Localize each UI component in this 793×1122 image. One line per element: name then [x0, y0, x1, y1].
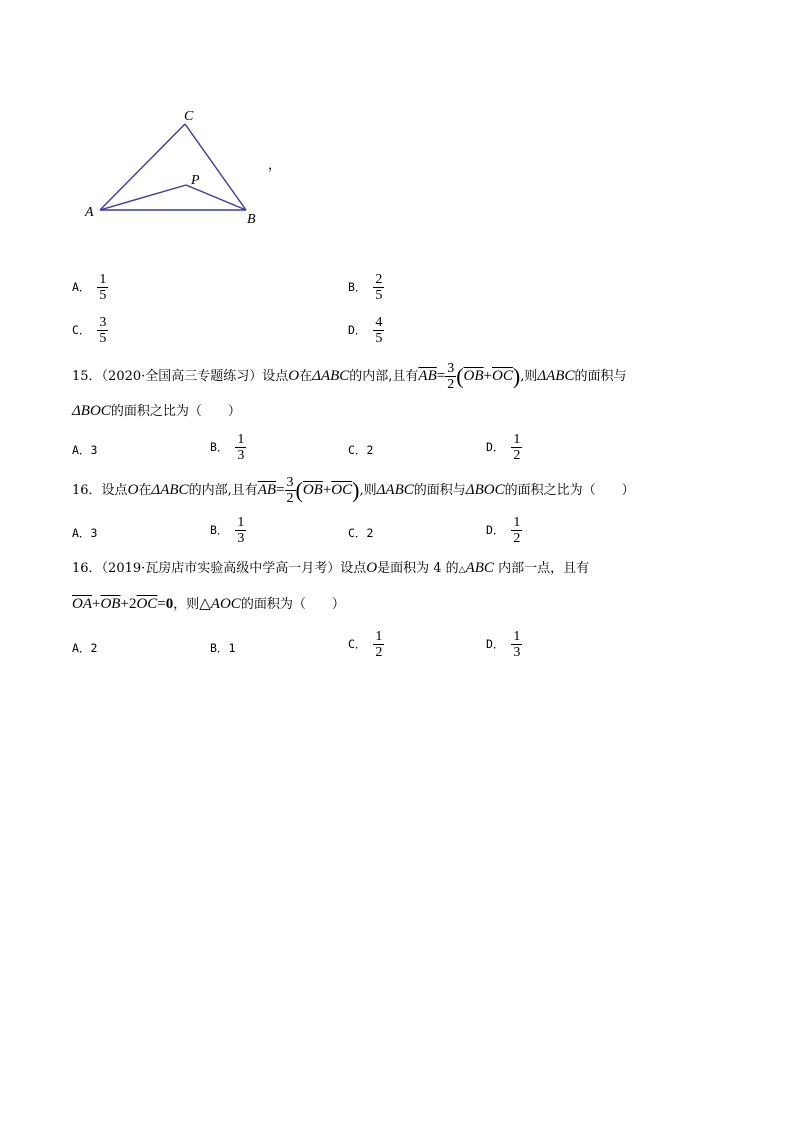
plus-sign: +	[92, 596, 101, 612]
option-value: 1	[228, 641, 236, 655]
right-paren: )	[352, 477, 360, 503]
option-letter: B．	[210, 523, 229, 537]
equals-sign: =	[276, 482, 285, 498]
numerator: 1	[513, 432, 521, 447]
q16a-option-c	[348, 525, 373, 541]
q16b-option-c	[348, 629, 384, 660]
vector-ab: $\overline{AB}$	[418, 368, 437, 384]
math-triangle: ΔBOC	[72, 403, 111, 419]
fraction	[373, 629, 384, 660]
q14-option-b	[348, 272, 384, 303]
option-letter: B．	[348, 280, 367, 294]
figure-trailing-comma: ，	[268, 158, 282, 173]
q16b-option-a	[72, 640, 97, 656]
option-letter: B．	[210, 440, 229, 454]
vector-ob: $\overline{OB}$	[100, 596, 121, 612]
stem-text: 的面积与	[413, 483, 466, 498]
right-paren: )	[512, 363, 521, 389]
fraction	[511, 515, 522, 546]
fraction	[97, 272, 108, 303]
fraction	[373, 315, 384, 346]
math-point-o: O	[127, 482, 139, 498]
q16a-option-b	[210, 515, 246, 546]
fraction	[511, 432, 522, 463]
stem-text: 在	[299, 369, 313, 384]
option-letter: A．	[72, 526, 91, 540]
question-number: 15．	[72, 369, 102, 384]
denominator: 2	[375, 645, 383, 660]
stem-text: 的面积之比为（ ）	[504, 483, 635, 498]
option-letter: C．	[72, 323, 91, 337]
denominator: 5	[99, 331, 107, 346]
stem-text: 在	[138, 483, 152, 498]
denominator: 5	[375, 331, 383, 346]
label-b: B	[247, 212, 256, 227]
vector-ob: $\overline{OB}$	[302, 482, 323, 498]
math-triangle: ΔABC	[376, 482, 414, 498]
stem-text: 是面积为 4 的	[377, 561, 459, 576]
denominator: 3	[513, 645, 521, 660]
question-source: （2020·全国高三专题练习）	[101, 369, 263, 384]
numerator: 3	[99, 315, 107, 330]
q14-option-d	[348, 315, 384, 346]
stem-text: ,则	[359, 483, 377, 498]
question-number: 16．	[72, 561, 102, 576]
option-letter: C．	[348, 443, 367, 457]
q16b-stem-line2	[72, 596, 345, 613]
option-letter: D．	[348, 323, 367, 337]
plus-sign: +	[120, 596, 129, 612]
math-point-o: O	[366, 560, 378, 576]
option-value: 3	[90, 526, 98, 540]
option-value: 3	[90, 443, 98, 457]
option-value: 2	[90, 641, 98, 655]
coefficient-fraction	[445, 361, 456, 392]
q15-option-c	[348, 442, 373, 458]
option-value: 2	[366, 526, 374, 540]
stem-text: 设点	[340, 561, 367, 576]
plus-sign: +	[322, 482, 332, 498]
denominator: 2	[513, 531, 521, 546]
math-triangle: ΔBOC	[465, 482, 505, 498]
stem-text: ,则	[520, 369, 538, 384]
q16b-option-b	[210, 640, 235, 656]
stem-text: 的面积与	[574, 369, 627, 384]
numerator: 1	[99, 272, 107, 287]
q15-option-d	[486, 432, 522, 463]
option-letter: D．	[486, 523, 505, 537]
vector-ob: $\overline{OB}$	[463, 368, 484, 384]
equals-sign: =	[157, 596, 166, 612]
fraction	[235, 515, 246, 546]
stem-text: 的内部,且有	[349, 369, 419, 384]
fraction	[511, 629, 522, 660]
denominator: 2	[286, 491, 294, 506]
q15-option-a	[72, 442, 97, 458]
q15-stem-line2	[72, 403, 241, 420]
vector-oc: $\overline{OC}$	[331, 482, 353, 498]
numerator: 3	[447, 361, 455, 376]
numerator: 1	[237, 432, 245, 447]
numerator: 4	[375, 315, 383, 330]
math-triangle: ΔABC	[537, 368, 575, 384]
fraction	[373, 272, 384, 303]
numerator: 3	[286, 475, 294, 490]
option-letter: A．	[72, 443, 91, 457]
left-paren: (	[456, 363, 464, 389]
numerator: 1	[513, 629, 521, 644]
q15-stem-line1	[72, 361, 626, 392]
label-p: P	[191, 173, 200, 188]
option-letter: A．	[72, 641, 91, 655]
math-triangle-abc: ABC	[465, 560, 494, 576]
stem-text: 的内部,且有	[188, 483, 258, 498]
vector-oc: $\overline{OC}$	[492, 368, 513, 384]
math-triangle: △AOC	[199, 596, 241, 612]
numerator: 1	[513, 515, 521, 530]
stem-text: 设点	[101, 483, 128, 498]
option-letter: C．	[348, 637, 367, 651]
vector-ab: $\overline{AB}$	[257, 482, 277, 498]
denominator: 2	[447, 377, 455, 392]
plus-sign: +	[483, 368, 493, 384]
option-letter: D．	[486, 440, 505, 454]
q16b-stem-line1	[72, 560, 589, 578]
vector-oa: $\overline{OA}$	[72, 596, 92, 612]
equals-sign: =	[436, 368, 446, 384]
numerator: 1	[375, 629, 383, 644]
fraction	[97, 315, 108, 346]
denominator: 2	[513, 448, 521, 463]
math-point-o: O	[288, 368, 300, 384]
q14-option-c	[72, 315, 108, 346]
zero-vector: 0	[165, 596, 174, 612]
option-letter: A．	[72, 280, 91, 294]
denominator: 3	[237, 448, 245, 463]
question-source: （2019·瓦房店市实验高级中学高一月考）	[101, 561, 341, 576]
triangle-symbol: △	[458, 565, 466, 575]
question-number: 16．	[72, 483, 102, 498]
triangle-diagram	[80, 100, 280, 230]
numerator: 1	[237, 515, 245, 530]
label-c: C	[184, 109, 194, 124]
option-letter: D．	[486, 637, 505, 651]
q15-option-b	[210, 432, 246, 463]
denominator: 5	[99, 288, 107, 303]
triangle-figure	[80, 100, 280, 230]
coefficient: 2	[128, 596, 137, 612]
denominator: 5	[375, 288, 383, 303]
option-letter: C．	[348, 526, 367, 540]
stem-text: ，则	[173, 597, 200, 612]
stem-text: 内部一点，且有	[493, 561, 590, 576]
left-paren: (	[295, 477, 303, 503]
math-triangle: ΔABC	[151, 482, 189, 498]
option-letter: B．	[210, 641, 229, 655]
label-a: A	[85, 205, 94, 220]
q16a-option-a	[72, 525, 97, 541]
coefficient-fraction	[285, 475, 296, 506]
q14-option-a	[72, 272, 108, 303]
q16a-option-d	[486, 515, 522, 546]
denominator: 3	[237, 531, 245, 546]
stem-text: 设点	[262, 369, 289, 384]
math-triangle: ΔABC	[312, 368, 350, 384]
fraction	[235, 432, 246, 463]
stem-text: 的面积为（ ）	[240, 597, 345, 612]
option-value: 2	[366, 443, 374, 457]
numerator: 2	[375, 272, 383, 287]
q16a-stem	[72, 475, 635, 506]
q16b-option-d	[486, 629, 522, 660]
vector-oc: $\overline{OC}$	[136, 596, 158, 612]
stem-text: 的面积之比为（ ）	[110, 404, 241, 419]
